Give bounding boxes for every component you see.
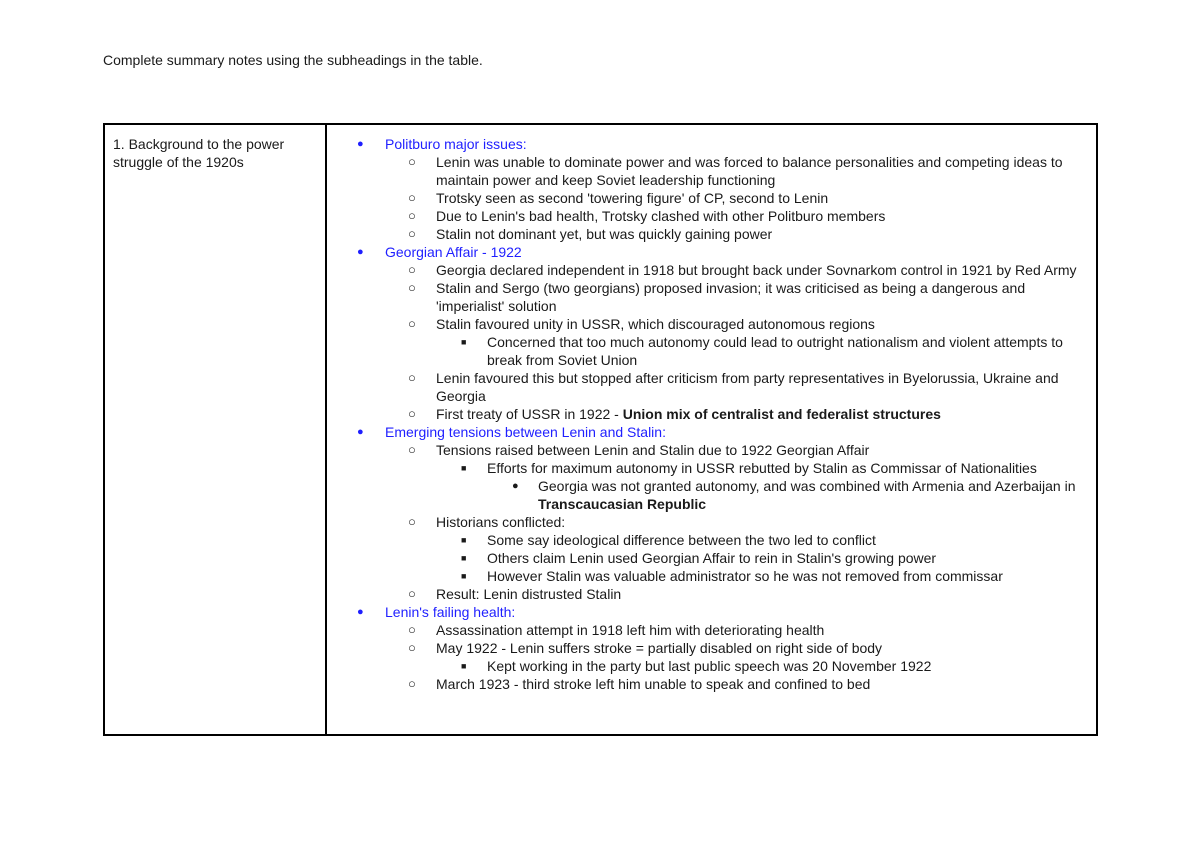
circle-bullet-icon: ○ <box>408 154 416 169</box>
list-item: ■ Others claim Lenin used Georgian Affair to rein in Stalin's growing power <box>461 550 937 566</box>
circle-bullet-icon: ○ <box>408 586 416 601</box>
list-item: ○ Trotsky seen as second 'towering figure' of CP, second to Lenin <box>408 190 829 206</box>
square-bullet-icon: ■ <box>461 661 467 671</box>
list-item: ■ Efforts for maximum autonomy in USSR rebutted by Stalin as Commissar of Nationalities <box>461 460 1037 476</box>
bullet-icon: ● <box>357 606 364 618</box>
list-item: ○ Due to Lenin's bad health, Trotsky clashed with other Politburo members <box>408 208 886 224</box>
circle-bullet-icon: ○ <box>408 208 416 223</box>
circle-bullet-icon: ○ <box>408 676 416 691</box>
list-item: ○ First treaty of USSR in 1922 - Union mix of centralist and federalist structures <box>408 406 941 422</box>
circle-bullet-icon: ○ <box>408 262 416 277</box>
circle-bullet-icon: ○ <box>408 442 416 457</box>
circle-bullet-icon: ○ <box>408 370 416 385</box>
subheading: 1. Background to the power struggle of the 1920s <box>113 136 285 170</box>
list-item: ○ March 1923 - third stroke left him unable to speak and confined to bed <box>408 676 871 692</box>
section-heading: ● Georgian Affair - 1922 <box>357 244 522 260</box>
bold-text: Transcaucasian Republic <box>538 496 707 512</box>
list-item: ■ However Stalin was valuable administrator so he was not removed from commissar <box>461 568 1003 584</box>
notes-cell <box>327 125 1096 734</box>
list-item: ■ Kept working in the party but last public speech was 20 November 1922 <box>461 658 932 674</box>
list-item: ○ Lenin favoured this but stopped after criticism from party representatives in Byelorussia, Ukraine and Georgia <box>408 370 1059 404</box>
square-bullet-icon: ■ <box>461 553 467 563</box>
bullet-icon: ● <box>357 426 364 438</box>
square-bullet-icon: ■ <box>461 463 467 473</box>
list-item: ○ Lenin was unable to dominate power and was forced to balance personalities and competing ideas to maintain power and keep Soviet leadership functioning <box>408 154 1063 188</box>
list-item: ○ May 1922 - Lenin suffers stroke = partially disabled on right side of body <box>408 640 883 656</box>
circle-bullet-icon: ○ <box>408 190 416 205</box>
list-item: ○ Historians conflicted: <box>408 514 566 530</box>
section-heading: ● Emerging tensions between Lenin and Stalin: <box>357 424 666 440</box>
list-item: ■ Concerned that too much autonomy could lead to outright nationalism and violent attempts to break from Soviet Union <box>461 334 1063 368</box>
list-item: ■ Some say ideological difference between the two led to conflict <box>461 532 876 548</box>
circle-bullet-icon: ○ <box>408 514 416 529</box>
list-item: ○ Result: Lenin distrusted Stalin <box>408 586 622 602</box>
square-bullet-icon: ■ <box>461 571 467 581</box>
circle-bullet-icon: ○ <box>408 622 416 637</box>
list-item: ○ Stalin favoured unity in USSR, which discouraged autonomous regions <box>408 316 875 332</box>
circle-bullet-icon: ○ <box>408 640 416 655</box>
circle-bullet-icon: ○ <box>408 226 416 241</box>
square-bullet-icon: ■ <box>461 535 467 545</box>
list-item: ○ Stalin not dominant yet, but was quickly gaining power <box>408 226 773 242</box>
subheading-cell <box>105 125 327 734</box>
list-item: ○ Georgia declared independent in 1918 but brought back under Sovnarkom control in 1921 by Red Army <box>408 262 1077 278</box>
bold-text: Union mix of centralist and federalist structures <box>622 406 941 422</box>
list-item: ● Georgia was not granted autonomy, and was combined with Armenia and Azerbaijan in Transcaucasian Republic <box>512 478 1076 512</box>
notes-list <box>327 135 1084 693</box>
bullet-icon: ● <box>357 138 364 150</box>
circle-bullet-icon: ○ <box>408 316 416 331</box>
list-item: ○ Stalin and Sergo (two georgians) proposed invasion; it was criticised as being a dangerous and 'imperialist' solution <box>408 280 1026 314</box>
list-item: ○ Assassination attempt in 1918 left him with deteriorating health <box>408 622 825 638</box>
summary-table <box>103 123 1098 736</box>
dot-bullet-icon: ● <box>512 480 519 492</box>
section-heading: ● Lenin's failing health: <box>357 604 516 620</box>
instructions: Complete summary notes using the subheadings in the table. <box>103 52 483 68</box>
circle-bullet-icon: ○ <box>408 406 416 421</box>
square-bullet-icon: ■ <box>461 337 467 347</box>
list-item: ○ Tensions raised between Lenin and Stalin due to 1922 Georgian Affair <box>408 442 870 458</box>
section-heading: ● Politburo major issues: <box>357 136 527 152</box>
bullet-icon: ● <box>357 246 364 258</box>
circle-bullet-icon: ○ <box>408 280 416 295</box>
